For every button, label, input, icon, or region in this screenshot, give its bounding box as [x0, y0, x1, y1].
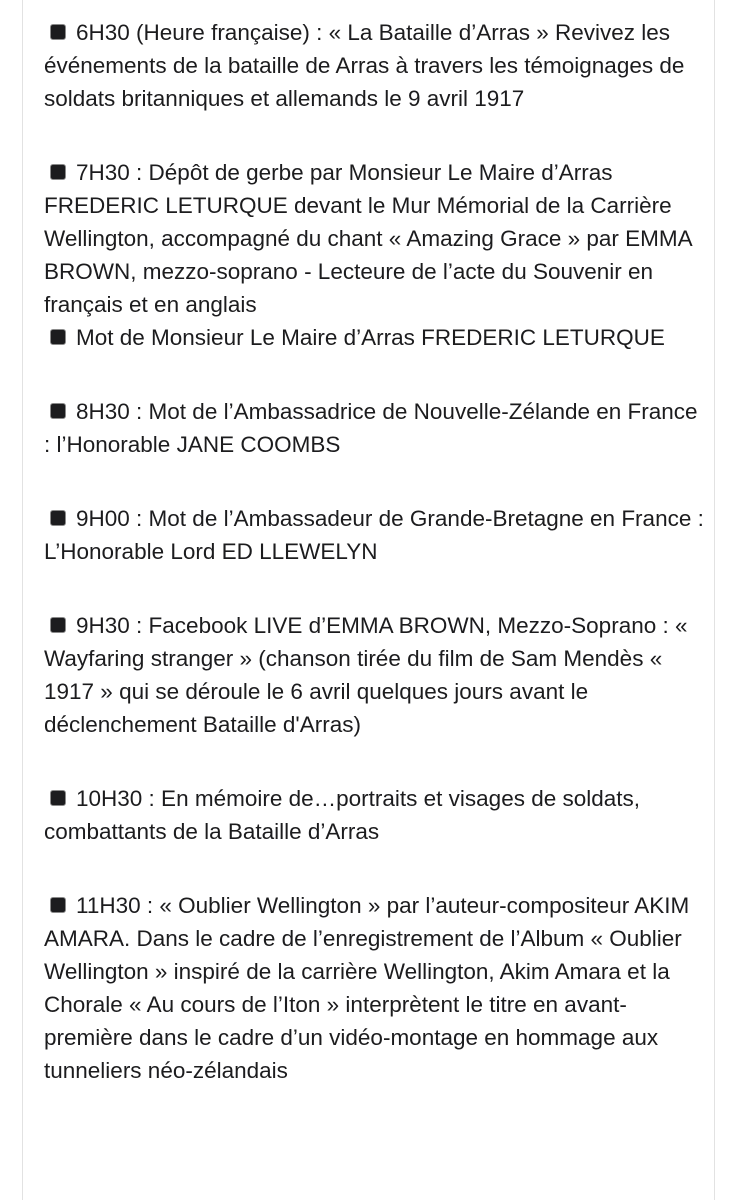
schedule-entry-8h30: [44, 395, 704, 461]
entry-text: 9H00 : Mot de l’Ambassadeur de Grande-Bretagne en France : L’Honorable Lord ED LLEWELYN: [44, 506, 704, 564]
schedule-entry-10h30: [44, 782, 704, 848]
black-square-icon: [50, 329, 66, 345]
black-square-icon: [50, 897, 66, 913]
black-square-icon: [50, 403, 66, 419]
entry-text: 10H30 : En mémoire de…portraits et visages de soldats, combattants de la Bataille d’Arras: [44, 786, 641, 844]
entry-text: 6H30 (Heure française) : « La Bataille d’Arras » Revivez les événements de la bataille de Arras à travers les témoignages de soldats britanniques et allemands le 9 avril 1917: [44, 20, 685, 111]
entry-text: 8H30 : Mot de l’Ambassadrice de Nouvelle-Zélande en France : l’Honorable JANE COOMBS: [44, 399, 698, 457]
schedule-entry-9h00: [44, 502, 704, 568]
entry-text: 7H30 : Dépôt de gerbe par Monsieur Le Maire d’Arras FREDERIC LETURQUE devant le Mur Mémorial de la Carrière Wellington, accompagné du chant « Amazing Grace » par EMMA BROWN, mezzo-soprano - Lecteure de l’acte du Souvenir en français et en anglais: [44, 160, 692, 317]
post-body: [44, 16, 704, 1128]
schedule-entry-mayor-speech: [44, 321, 704, 354]
black-square-icon: [50, 790, 66, 806]
entry-text: 11H30 : « Oublier Wellington » par l’auteur-compositeur AKIM AMARA. Dans le cadre de l’enregistrement de l’Album « Oublier Wellington » inspiré de la carrière Wellington, Akim Amara et la Chorale « Au cours de l’Iton » interprètent le titre en avant-première dans le cadre d’un vidéo-montage en hommage aux tunneliers néo-zélandais: [44, 893, 690, 1083]
black-square-icon: [50, 617, 66, 633]
schedule-entry-11h30: [44, 889, 704, 1087]
schedule-entry-7h30: [44, 156, 704, 321]
black-square-icon: [50, 164, 66, 180]
schedule-entry-9h30: [44, 609, 704, 741]
schedule-entry-6h30: [44, 16, 704, 115]
black-square-icon: [50, 24, 66, 40]
entry-text: Mot de Monsieur Le Maire d’Arras FREDERIC LETURQUE: [76, 325, 665, 350]
entry-text: 9H30 : Facebook LIVE d’EMMA BROWN, Mezzo-Soprano : « Wayfaring stranger » (chanson tirée du film de Sam Mendès « 1917 » qui se déroule le 6 avril quelques jours avant le déclenchement Bataille d'Arras): [44, 613, 688, 737]
black-square-icon: [50, 510, 66, 526]
